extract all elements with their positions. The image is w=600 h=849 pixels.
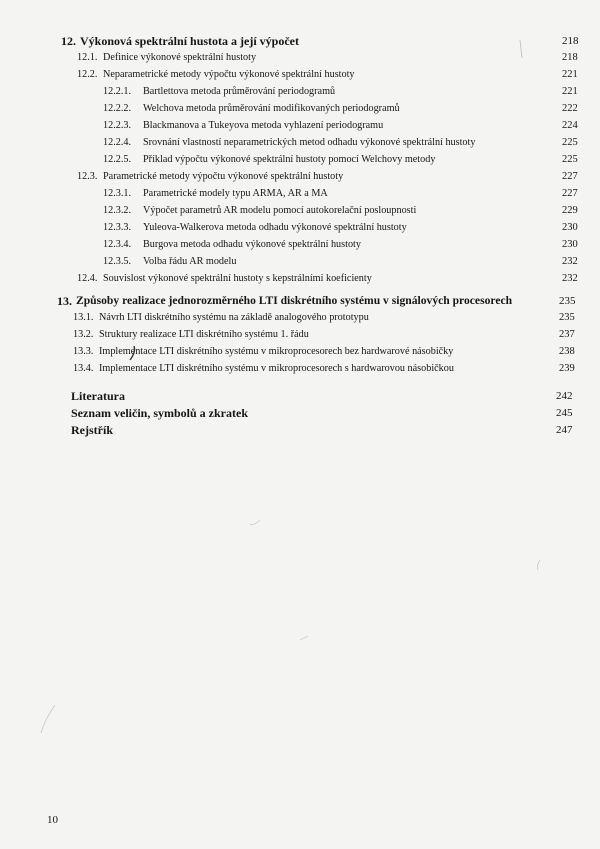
entry-page: 225 [562,137,578,148]
entry-page: 237 [559,329,575,340]
entry-title: Welchova metoda průměrování modifikovaných periodogramů [143,103,400,114]
entry-number: 12.3.3. [103,222,132,233]
entry-title: Souvislost výkonové spektrální hustoty s kepstrálními koeficienty [103,273,372,284]
entry-page: 235 [559,312,575,323]
entry-page: 229 [562,205,578,216]
entry-page: 232 [562,256,578,267]
entry-title: Srovnání vlastností neparametrických metod odhadu výkonové spektrální hustoty [143,137,476,148]
entry-number: 12.2.5. [103,154,132,165]
entry-title: Literatura [71,389,125,403]
entry-page: 235 [559,295,576,307]
entry-title: Návrh LTI diskrétního systému na základě analogového prototypu [99,312,369,323]
entry-number: 12.3.2. [103,205,132,216]
entry-title: Příklad výpočtu výkonové spektrální hustoty pomocí Welchovy metody [143,154,436,165]
scan-mark [537,560,540,570]
page-number: 10 [47,814,58,826]
entry-page: 222 [562,103,578,114]
entry-title: Implementace LTI diskrétního systému v mikroprocesorech bez hardwarové násobičky [99,346,454,357]
entry-page: 232 [562,273,578,284]
entry-number: 13.3. [73,346,94,357]
entry-number: 12.3. [77,171,98,182]
entry-number: 12.2.4. [103,137,132,148]
entry-number: 13.1. [73,312,94,323]
entry-number: 12.3.1. [103,188,132,199]
entry-page: 227 [562,171,578,182]
entry-title: Výpočet parametrů AR modelu pomocí autokorelační posloupnosti [143,205,417,216]
entry-title: Volba řádu AR modelu [143,256,237,267]
entry-title: Burgova metoda odhadu výkonové spektrální hustoty [143,239,361,250]
entry-page: 218 [562,52,578,63]
entry-page: 225 [562,154,578,165]
entry-number: 12.3.4. [103,239,132,250]
entry-title: Struktury realizace LTI diskrétního systému 1. řádu [99,329,309,340]
entry-title: Seznam veličin, symbolů a zkratek [71,406,248,420]
scan-mark [300,636,308,640]
entry-title: Výkonová spektrální hustota a její výpočet [80,34,300,48]
entry-page: 227 [562,188,578,199]
scan-mark [250,520,260,525]
entry-page: 221 [562,86,578,97]
entry-title: Implementace LTI diskrétního systému v mikroprocesorech s hardwarovou násobičkou [99,363,454,374]
entry-page: 238 [559,346,575,357]
entry-title: Yuleova-Walkerova metoda odhadu výkonové spektrální hustoty [143,222,407,233]
entry-page: 247 [556,424,573,436]
entry-page: 218 [562,35,579,47]
entry-number: 12.2.2. [103,103,132,114]
entry-page: 230 [562,222,578,233]
entry-number: 12.2.1. [103,86,132,97]
entry-page: 245 [556,407,573,419]
entry-number: 12. [61,34,76,48]
entry-page: 239 [559,363,575,374]
entry-title: Bartlettova metoda průměrování periodogramů [143,86,336,97]
entry-title: Způsoby realizace jednorozměrného LTI diskrétního systému v signálových procesorech [76,294,513,307]
entry-page: 242 [556,390,573,402]
entry-page: 224 [562,120,578,131]
entry-title: Blackmanova a Tukeyova metoda vyhlazení periodogramu [143,120,384,131]
entry-number: 13. [57,294,72,308]
pen-mark [130,346,135,360]
entry-title: Parametrické metody výpočtu výkonové spektrální hustoty [103,171,344,182]
entry-page: 230 [562,239,578,250]
entry-number: 12.4. [77,273,98,284]
scan-mark [41,705,55,733]
scan-mark [520,40,522,58]
entry-title: Parametrické modely typu ARMA, AR a MA [143,188,328,199]
entry-title: Definice výkonové spektrální hustoty [103,52,257,63]
entry-number: 13.4. [73,363,94,374]
entry-number: 12.1. [77,52,98,63]
entry-number: 13.2. [73,329,94,340]
entry-title: Neparametrické metody výpočtu výkonové spektrální hustoty [103,69,355,80]
entry-number: 12.3.5. [103,256,132,267]
entry-page: 221 [562,69,578,80]
entry-title: Rejstřík [71,423,113,437]
entry-number: 12.2.3. [103,120,132,131]
entry-number: 12.2. [77,69,98,80]
